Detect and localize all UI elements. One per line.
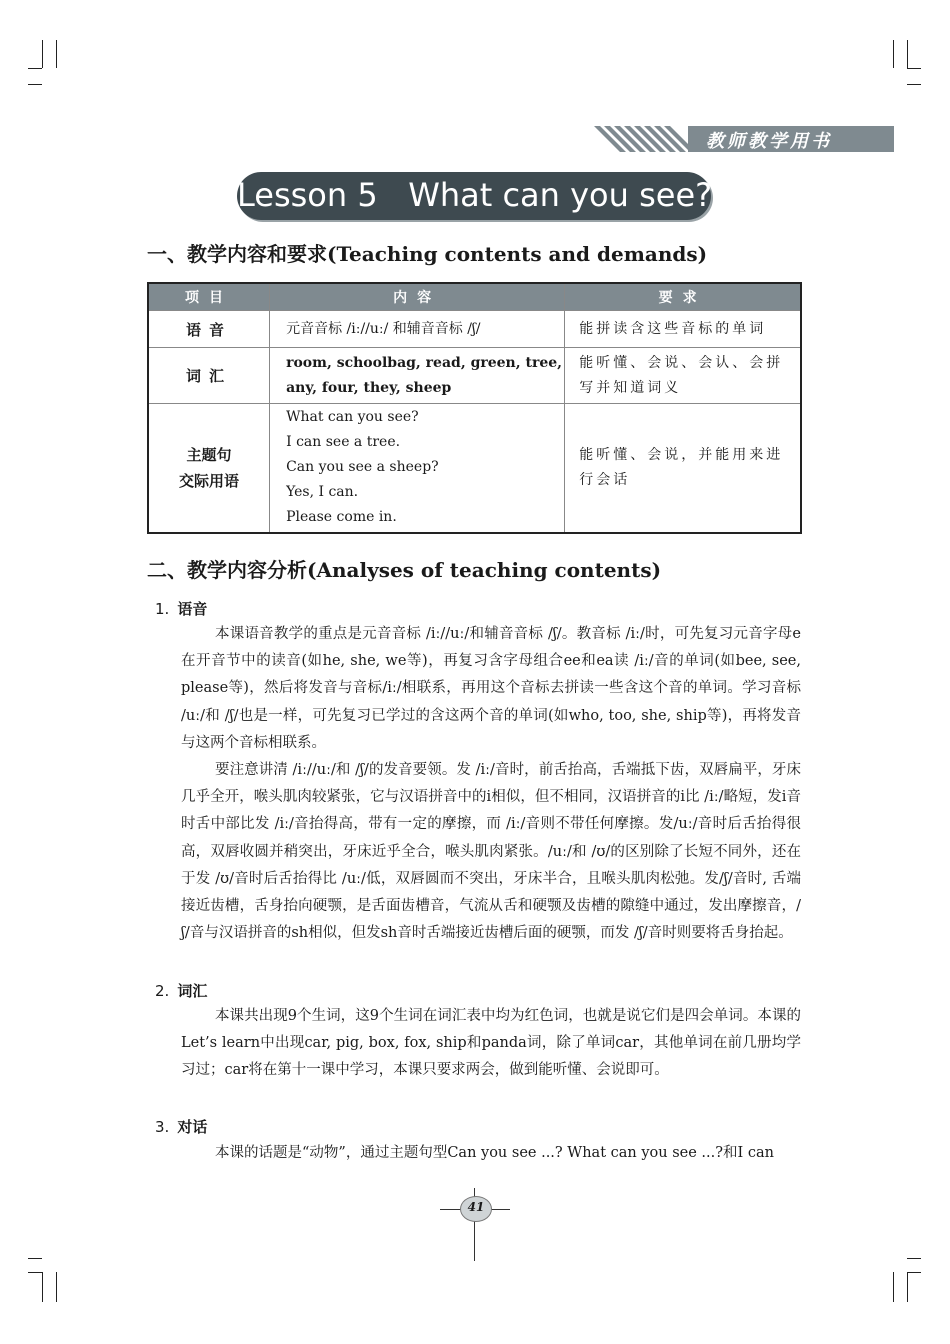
paragraph: 要注意讲清 /iː//uː/和 /ʃ/的发音要领。发 /iː/音时，前舌抬高，舌端抵下齿，双唇扁平，牙床几乎全开，喉头肌肉较紧张，它与汉语拼音中的i相似，但不相同，汉语拼音的i比 /iː/略短，发i音时舌中部比发 /iː/音抬得高，带有一定的摩擦，而 /iː/音则不带任何摩擦。发/uː/音时后舌抬得很高，双唇收圆并稍突出，牙床近乎全合，喉头肌肉紧张。/uː/和 /ʊ/的区别除了长短不同外，还在于发 /ʊ/音时后舌抬得比 /uː/低，双唇圆而不突出，牙床半合，且喉头肌肉松弛。发/ʃ/音时, 舌端接近齿槽，舌身抬向硬颚，是舌面齿槽音，气流从舌和硬颚及齿槽的隙缝中通过，发出摩擦音，/ʃ/音与汉语拼音的sh相似，但发sh音时舌端接近齿槽后面的硬颚，而发 /ʃ/音时则要将舌身抬起。 (181, 762, 801, 942)
subsection-title: 对话 (177, 1118, 208, 1136)
paragraph: 本课共出现9个生词，这9个生词在词汇表中均为红色词，也就是说它们是四会单词。本课的Let’s learn中出现car, pig, box, fox, ship和panda词，除了单词car，其他单词在前几册均学习过；car将在第十一课中学习，本课只要求两会，做到能听懂、会说即可。 (181, 1008, 801, 1079)
table-cell-content (270, 348, 565, 404)
crop-mark (893, 1272, 894, 1302)
table-row (148, 311, 801, 348)
section-2-heading: 二、教学内容分析(Analyses of teaching contents) (147, 558, 662, 582)
subsection-vocabulary-heading (155, 980, 207, 1001)
paragraph: 本课的话题是“动物”，通过主题句型Can you see ...? What can you see ...?和I can (215, 1145, 774, 1161)
table-header-row (148, 283, 801, 311)
content-line: Please come in. (286, 509, 397, 526)
table-cell-requirement: 能听懂、会说、会认、会拼写并知道词义 (565, 348, 801, 404)
paragraph: 本课语音教学的重点是元音音标 /iː//uː/和辅音音标 /ʃ/。教音标 /iː/时，可先复习元音字母e在开音节中的读音(如he, she, we等)，再复习含字母组合ee和ea读 /iː/音的单词(如bee, see, please等)，然后将发音与音标/iː/相联系，再用这个音标去拼读一些含这个音的单词。学习音标 /uː/和 /ʃ/也是一样，可先复习已学过的含这两个音的单词(如who, too, she, ship等)，再将发音与这两个音标相联系。 (181, 626, 801, 751)
subsection-number: 1. (155, 600, 170, 618)
content-line: Yes, I can. (286, 484, 359, 501)
crop-mark (28, 84, 42, 85)
table-header-cell: 要求 (565, 283, 801, 311)
table-cell-item: 语音 (148, 311, 270, 348)
item-line: 交际用语 (179, 471, 240, 490)
crop-mark (907, 40, 908, 68)
crop-mark (56, 1272, 57, 1302)
crop-mark (907, 1272, 908, 1302)
table-cell-content (270, 311, 565, 348)
table-cell-content (270, 404, 565, 533)
crop-mark (28, 1258, 42, 1259)
item-line: 主题句 (186, 445, 232, 464)
content-line: I can see a tree. (286, 434, 401, 451)
table-row (148, 404, 801, 533)
subsection-number: 3. (155, 1118, 170, 1136)
crop-mark (56, 40, 57, 68)
lesson-title: Lesson 5 What can you see? (237, 176, 713, 214)
crop-mark (907, 68, 921, 69)
content-line: any, four, they, sheep (286, 379, 452, 396)
subsection-dialogue-heading (155, 1116, 207, 1137)
crop-mark (28, 1272, 42, 1273)
content-line: What can you see? (286, 409, 419, 426)
crop-mark (893, 40, 894, 68)
table-cell-requirement: 能听懂、会说，并能用来进行会话 (565, 404, 801, 533)
subsection-pronunciation-heading (155, 598, 207, 619)
content-line: 元音音标 /iː//uː/ 和辅音音标 /ʃ/ (286, 320, 481, 337)
subsection-number: 2. (155, 982, 170, 1000)
table-cell-item (148, 404, 270, 533)
subsection-title: 词汇 (177, 982, 208, 1000)
crop-mark (42, 1272, 43, 1302)
table-header-cell: 项目 (148, 283, 270, 311)
section-1-heading: 一、教学内容和要求(Teaching contents and demands) (147, 242, 708, 266)
crop-mark (42, 40, 43, 68)
table-cell-item: 词汇 (148, 348, 270, 404)
crop-mark (907, 84, 921, 85)
table-header-cell: 内容 (270, 283, 565, 311)
table-cell-requirement: 能拼读含这些音标的单词 (565, 311, 801, 348)
crop-mark (907, 1272, 921, 1273)
table-row (148, 348, 801, 404)
crop-mark (28, 68, 42, 69)
teaching-contents-table (147, 282, 802, 534)
header-banner-text: 教师教学用书 (706, 131, 832, 152)
lesson-title-banner (237, 172, 711, 220)
crop-mark (907, 1258, 921, 1259)
page-number: 41 (467, 1200, 485, 1214)
content-line: room, schoolbag, read, green, tree, (286, 354, 563, 371)
subsection-title: 语音 (177, 600, 208, 618)
content-line: Can you see a sheep? (286, 459, 439, 476)
